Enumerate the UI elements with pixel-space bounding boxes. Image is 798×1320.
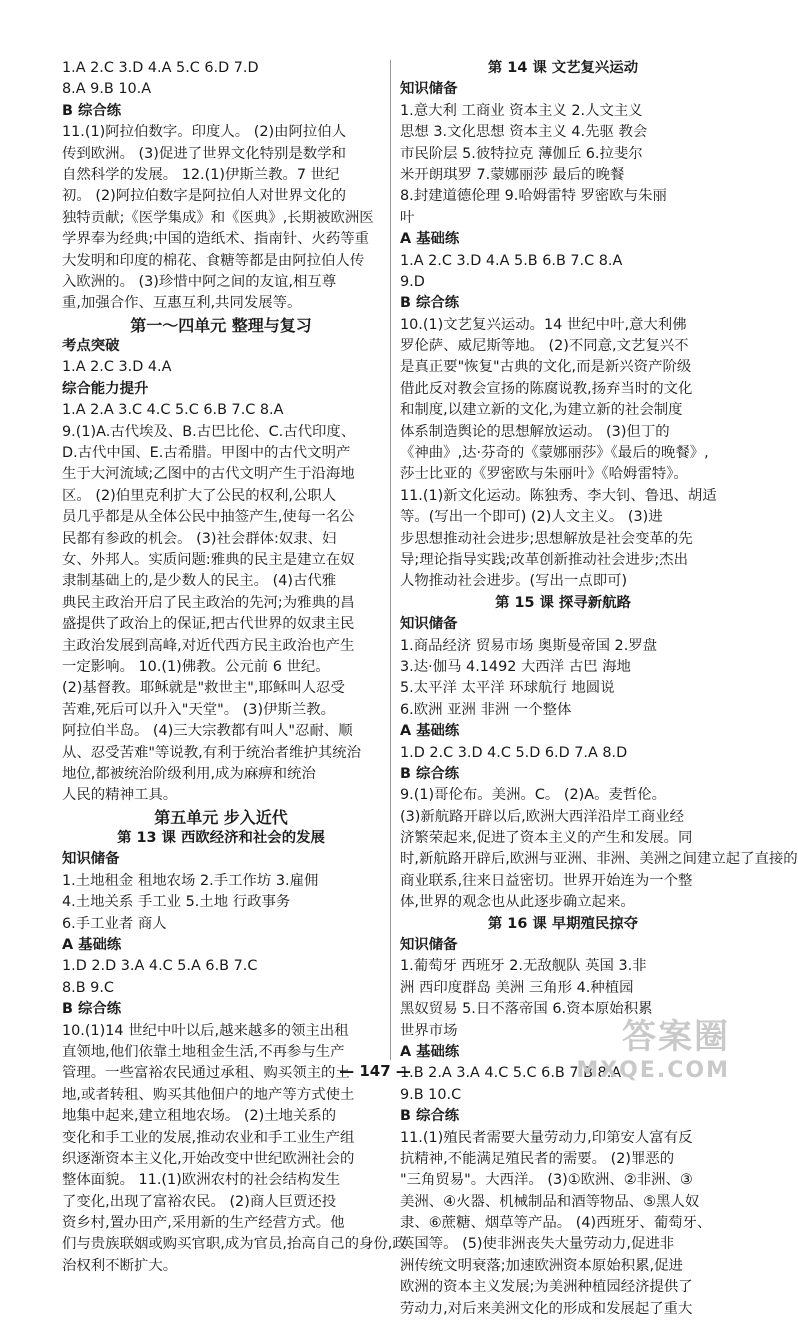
section-heading: A 基础练 [62,937,122,954]
answer-line: 商业联系,往来日益密切。世界开始连为一个整 [400,872,693,889]
answer-line: 导;理论指导实践;改革创新推动社会进步;杰出 [400,551,688,568]
answer-line: (3)新航路开辟以后,欧洲大西洋沿岸工商业经 [400,808,684,825]
section-heading: A 基础练 [400,723,460,740]
answer-line: 10.(1)14 世纪中叶以后,越来越多的领主出租 [62,1022,349,1039]
section-heading: B 综合练 [400,765,460,782]
answer-line: 隶制基础上的,是少数人的民主。 (4)古代雅 [62,573,337,590]
answer-line: 4.土地关系 手工业 5.土地 行政事务 [62,894,291,911]
answer-line: 人物推动社会进步。(写出一点即可) [400,573,628,590]
section-heading: 考点突破 [62,338,120,355]
answer-line: 区。 (2)伯里克利扩大了公民的权利,公职人 [62,487,337,504]
answer-line: 大发明和印度的棉花、食糖等都是由阿拉伯人传 [62,252,365,269]
answer-line: 地位,都被统治阶级利用,成为麻痹和统治 [62,765,316,782]
answer-line: 女、外邦人。实质问题:雅典的民主是建立在奴 [62,551,355,568]
answer-line: 米开朗琪罗 7.蒙娜丽莎 最后的晚餐 [400,166,625,183]
section-heading: A 基础练 [400,231,460,248]
answer-line: 1.意大利 工商业 资本主义 2.人文主义 [400,102,643,119]
answer-line: 抗精神,不能满足殖民者的需要。 (2)罪恶的 [400,1150,675,1167]
answer-line: D.古代中国、E.古希腊。甲图中的古代文明产 [62,445,351,462]
answer-line: 管理。一些富裕农民通过承租、购买领主的土 [62,1065,350,1082]
answer-line: 民都有参政的机会。 (3)社会群体:奴隶、妇 [62,530,337,547]
answer-line: 苦难,死后可以升入"天堂"。 (3)伊斯兰教。 [62,701,336,718]
answer-line: "三角贸易"。大西洋。 (3)①欧洲、②非洲、③ [400,1172,693,1189]
lesson-heading: 第 14 课 文艺复兴运动 [487,60,639,76]
unit-heading: 第一～四单元 整理与复习 [130,315,312,335]
answer-line: 劳动力,对后来美洲文化的形成和发展起了重大 [400,1300,693,1317]
answer-line: 们与贵族联姻或购买官职,成为官员,抬高自己的身份,政 [62,1236,407,1253]
answer-line: 治权利不断扩大。 [62,1257,178,1274]
answer-line: 洲传统文明衰落;加速欧洲资本原始积累,促进 [400,1257,683,1274]
answer-line: 隶、⑥蔗糖、烟草等产品。 (4)西班牙、葡萄牙、 [400,1215,712,1232]
answer-line: 借此反对教会宣扬的陈腐说教,扬弃当时的文化 [400,380,693,397]
answer-line: 一定影响。 10.(1)佛教。公元前 6 世纪。 [62,658,330,675]
answer-line: 5.太平洋 太平洋 环球航行 地圆说 [400,680,615,697]
answer-line: 1.葡萄牙 西班牙 2.无敌舰队 英国 3.非 [400,958,647,975]
page-number: — 147 — [339,1062,411,1080]
answer-line: 学界奉为经典;中国的造纸术、指南针、火药等重 [62,231,370,248]
section-heading: 知识储备 [400,81,458,98]
answer-line: 10.(1)文艺复兴运动。14 世纪中叶,意大利佛 [400,316,687,333]
answer-line: 重,加强合作、互惠互利,共同发展等。 [62,295,302,312]
answer-line: 资乡村,置办田产,采用新的生产经营方式。他 [62,1215,345,1232]
answer-line: 1.D 2.D 3.A 4.C 5.A 6.B 7.C [62,958,258,975]
answer-line: 体,世界的观念也从此逐步确立起来。 [400,894,635,911]
answer-line: 9.D [400,273,425,290]
answer-line: 和制度,以建立新的文化,为建立新的社会制度 [400,402,683,419]
lesson-heading: 第 16 课 早期殖民掠夺 [487,915,639,932]
section-heading: B 综合练 [62,102,122,119]
answer-line: 1.A 2.C 3.D 4.A 5.B 6.B 7.C 8.A [400,252,623,269]
section-heading: A 基础练 [400,1043,460,1060]
answer-line: 整体面貌。 11.(1)欧洲农村的社会结构发生 [62,1172,341,1189]
answer-line: 欧洲的资本主义发展;为美洲种植园经济提供了 [400,1279,693,1296]
answer-line: 罗伦萨、威尼斯等地。 (2)不同意,文艺复兴不 [400,338,689,355]
lesson-heading: 第 15 课 探寻新航路 [495,594,631,611]
lesson-heading: 第 13 课 西欧经济和社会的发展 [117,830,325,847]
answer-line: 6.手工业者 商人 [62,915,167,932]
section-heading: 知识储备 [400,937,458,954]
answer-line: 人民的精神工具。 [62,787,178,804]
section-heading: B 综合练 [62,1001,122,1018]
answer-line: 美洲、④火器、机械制品和酒等物品、⑤黑人奴 [400,1193,700,1210]
answer-line: 8.B 9.C [62,979,114,996]
answer-line: 是真正要"恢复"古典的文化,而是新兴资产阶级 [400,359,692,376]
answer-line: 11.(1)殖民者需要大量劳动力,印第安人富有反 [400,1129,693,1146]
answer-line: 11.(1)新文化运动。陈独秀、李大钊、鲁迅、胡适 [400,487,717,504]
answer-line: 市民阶层 5.彼特拉克 薄伽丘 6.拉斐尔 [400,145,643,162]
answer-line: 1.A 2.C 3.D 4.A [62,359,172,376]
answer-line: 主政治发展到高峰,对近代西方民主政治也产生 [62,637,355,654]
answer-line: 8.封建道德伦理 9.哈姆雷特 罗密欧与朱丽 [400,188,667,205]
answer-line: 1.商品经济 贸易市场 奥斯曼帝国 2.罗盘 [400,637,658,654]
answer-line: 3.达·伽马 4.1492 大西洋 古巴 海地 [400,658,631,675]
answer-line: 1.土地租金 租地农场 2.手工作坊 3.雇佣 [62,872,319,889]
answer-line: 从、忍受苦难"等说教,有利于统治者维护其统治 [62,744,362,761]
answer-line: 地,或者转租、购买其他佃户的地产等方式使土 [62,1086,355,1103]
answer-line: 6.欧洲 亚洲 非洲 一个整体 [400,701,572,718]
answer-line: 9.(1)哥伦布。美洲。C。 (2)A。麦哲伦。 [400,787,667,804]
section-heading: 综合能力提升 [62,380,149,397]
answer-line: 地集中起来,建立租地农场。 (2)土地关系的 [62,1108,337,1125]
answer-line: 入欧洲的。 (3)珍惜中阿之间的友谊,相互尊 [62,273,337,290]
answer-line: 独特贡献;《医学集成》和《医典》,长期被欧洲医 [62,209,374,226]
answer-line: 11.(1)阿拉伯数字。印度人。 (2)由阿拉伯人 [62,124,347,141]
answer-line: 自然科学的发展。 12.(1)伊斯兰教。7 世纪 [62,166,340,183]
section-heading: 知识储备 [400,616,458,633]
answer-line: 莎士比亚的《罗密欧与朱丽叶》《哈姆雷特》。 [400,466,688,483]
answer-line: 直领地,他们依靠土地租金生活,不再参与生产 [62,1043,345,1060]
section-heading: B 综合练 [400,1108,460,1125]
answer-line: 思想 3.文化思想 资本主义 4.先驱 教会 [400,124,648,141]
answer-line: (2)基督教。耶稣就是"救世主",耶稣叫人忍受 [62,680,345,697]
answer-line: 8.A 9.B 10.A [62,81,152,98]
watermark-url: MXQE.COM [576,1058,730,1083]
answer-line: 了变化,出现了富裕农民。 (2)商人巨贾还投 [62,1193,337,1210]
watermark-logo-text: 答案圈 [622,1017,730,1057]
site-watermark [576,1009,730,1083]
answer-line: 时,新航路开辟后,欧洲与亚洲、非洲、美洲之间建立起了直接的 [400,851,798,868]
answer-line: 《神曲》,达·芬奇的《蒙娜丽莎》《最后的晚餐》, [400,445,709,462]
answer-line: 世界市场 [400,1022,458,1039]
answer-line: 1.B 2.A 3.A 4.C 5.C 6.B 7.B 8.A [400,1065,622,1082]
answer-line: 等。(写出一个即可) (2)人文主义。 (3)进 [400,509,663,526]
answer-line: 1.D 2.C 3.D 4.C 5.D 6.D 7.A 8.D [400,744,628,761]
answer-line: 9.(1)A.古代埃及、B.古巴比伦、C.古代印度、 [62,423,356,440]
answer-line: 9.B 10.C [400,1086,462,1103]
right-column [400,58,798,1320]
answer-line: 洲 西印度群岛 美洲 三角形 4.种植园 [400,979,634,996]
unit-heading: 第五单元 步入近代 [154,807,288,827]
answer-line: 黑奴贸易 5.日不落帝国 6.资本原始积累 [400,1001,653,1018]
answer-line: 步思想推动社会进步;思想解放是社会变革的先 [400,530,693,547]
answer-line: 1.A 2.C 3.D 4.A 5.C 6.D 7.D [62,60,259,76]
answer-line: 生于大河流域;乙图中的古代文明产生于沿海地 [62,466,355,483]
answer-line: 体系制造舆论的思想解放运动。 (3)但丁的 [400,423,670,440]
answer-line: 盛提供了政治上的保证,把古代世界的奴隶主民 [62,616,355,633]
column-divider [390,60,391,1060]
answer-line: 1.A 2.A 3.C 4.C 5.C 6.B 7.C 8.A [62,402,284,419]
answer-line: 变化和手工业的发展,推动农业和手工业生产组 [62,1129,355,1146]
left-column [62,58,407,1277]
section-heading: B 综合练 [400,295,460,312]
answer-line: 传到欧洲。 (3)促进了世界文化特别是数学和 [62,145,346,162]
answer-line: 织逐渐资本主义化,开始改变中世纪欧洲社会的 [62,1150,355,1167]
answer-line: 初。 (2)阿拉伯数字是阿拉伯人对世界文化的 [62,188,346,205]
answer-line: 员几乎都是从全体公民中抽签产生,使每一名公 [62,509,355,526]
section-heading: 知识储备 [62,851,120,868]
answer-line: 叶 [400,209,415,226]
answer-line: 济繁荣起来,促进了资本主义的产生和发展。同 [400,830,693,847]
answer-line: 阿拉伯半岛。 (4)三大宗教都有叫人"忍耐、顺 [62,723,353,740]
answer-line: 典民主政治开启了民主政治的先河;为雅典的昌 [62,594,355,611]
answer-line: 英国等。 (5)使非洲丧失大量劳动力,促进非 [400,1236,675,1253]
